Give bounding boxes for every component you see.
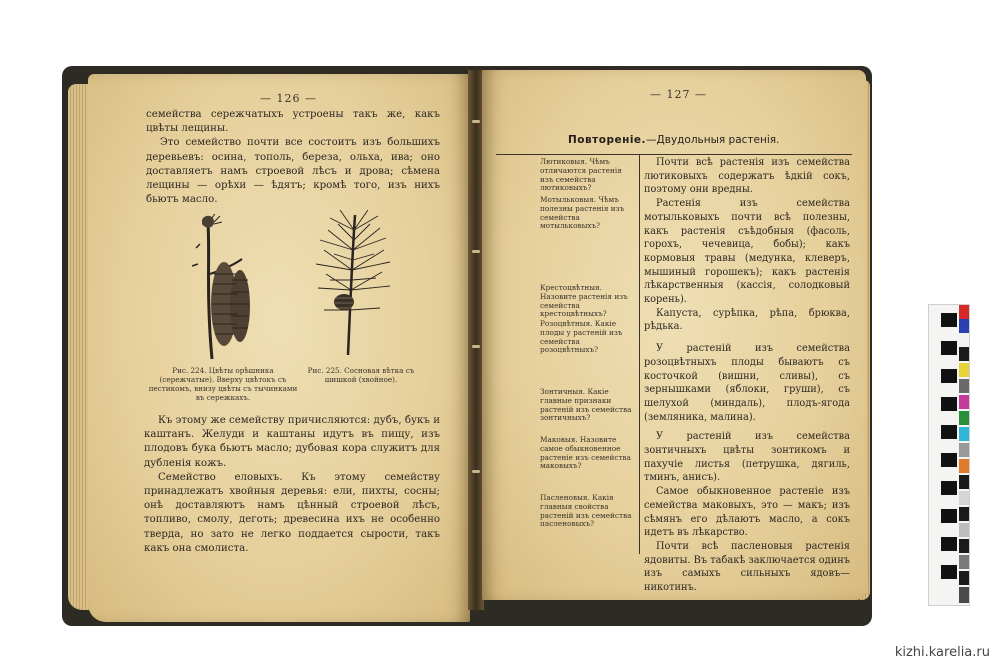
ruler-block [941,341,957,355]
watermark: kizhi.karelia.ru [894,645,990,660]
question-item: Пасленовыя. Какія главныя свойства растеній изъ семейства пасленовыхъ? [540,493,632,529]
ruler-block [941,481,957,495]
paragraph: Къ этому же семейству причисляются: дубъ, букъ и каштанъ. Желуди и каштаны идутъ въ пищу, изъ плодовъ бука бьютъ масло; дубовая кора служитъ для дубленія кожъ. [144,415,440,469]
heading-bold: Повтореніе. [568,134,647,146]
color-chip [959,491,969,505]
ruler-block [941,453,957,467]
color-chip [959,319,969,333]
color-chip [959,523,969,537]
left-page [88,74,470,622]
color-chip [959,305,969,319]
binding-stitch [472,470,480,473]
question-item: Мотыльковыя. Чѣмъ полезны растенія изъ семейства мотыльковыхъ? [540,195,625,231]
binding-stitch [472,250,480,253]
ruler-block [941,425,957,439]
heading-rule [496,154,852,155]
question-item: Зонтичныя. Какіе главные признаки растеній изъ семейства зонтичныхъ? [540,387,632,423]
color-chip [959,347,969,361]
paragraph: семейства сережчатыхъ устроены такъ же, какъ цвѣты лещины. [146,109,440,135]
answer-item: Растенія изъ семейства мотыльковыхъ почти всѣ полезны, какъ растенія съѣдобныя (фасоль, горохъ, чечевица, бобы); какъ кормовыя травы (медунка, клеверъ, мышиный горошекъ); какъ растенія лѣкарственныя (кассія, солодковый корень). [644,198,850,306]
right-page [482,70,866,600]
question-item: Лютиковыя. Чѣмъ отличаются растенія изъ семейства лютиковыхъ? [540,157,622,193]
paragraph: Это семейство почти все состоитъ изъ большихъ деревьевъ: осина, тополь, береза, ольха, ива; оно доставляетъ намъ строевой лѣсъ и дрова; сѣмена лещины — орѣхи — ѣдятъ; кромѣ того, изъ нихъ бьютъ масло. [146,137,440,206]
answer-item: Самое обыкновенное растеніе изъ семейства маковыхъ, это — макъ; изъ сѣмянъ его дѣлаютъ масло, а сокъ идетъ въ лѣкарство. [644,486,850,539]
color-chip [959,427,969,441]
color-chip [959,507,969,521]
question-item: Крестоцвѣтныя. Назовите растенія изъ семейства крестоцвѣтныхъ? [540,283,628,319]
pine-branch-illustration [310,210,400,360]
color-chip [959,333,969,347]
ruler-block [941,565,957,579]
page-number-left: — 126 — [260,92,317,105]
answer-item: У растеній изъ семейства зонтичныхъ цвѣты зонтикомъ и пахучіе листья (петрушка, дягиль, тминъ, анисъ). [644,431,850,484]
color-chip [959,555,969,569]
ruler-block [941,537,957,551]
color-scale-ruler [928,304,970,606]
paragraph: Семейство еловыхъ. Къ этому семейству принадлежатъ хвойныя деревья: ели, пихты, сосны; онѣ доставляютъ намъ цѣнный строевой лѣсъ, топливо, смолу, деготь; древесина ихъ не особенно тверда, но зато не легко поддается сырости, такъ какъ она смолиста. [144,471,440,554]
color-chip [959,411,969,425]
ruler-block [941,313,957,327]
color-chip [959,379,969,393]
color-chip [959,539,969,553]
answer-item: Почти всѣ пасленовыя растенія ядовиты. Въ табакѣ заключается одинъ изъ самыхъ сильныхъ ядовъ—никотинъ. [644,540,850,594]
color-chip [959,459,969,473]
figure-caption-224: Рис. 224. Цвѣты орѣшника (сережчатые). Вверху цвѣтокъ съ пестикомъ, внизу цвѣты съ тычинками въ сережкахъ. [148,366,298,402]
color-chip [959,475,969,489]
figure-caption-225: Рис. 225. Сосновая вѣтка съ шишкой (хвойное). [307,366,415,384]
question-item: Розоцвѣтныя. Какіе плоды у растеній изъ семейства розоцвѣтныхъ? [540,319,623,355]
heading-rest: —Двудольныя растенія. [646,134,780,146]
answer-text [644,156,850,595]
color-chip [959,395,969,409]
ruler-block [941,509,957,523]
color-chip [959,443,969,457]
hazel-catkins-illustration [180,214,290,364]
ruler-block [941,397,957,411]
left-bottom-text [144,414,440,556]
answer-item: У растеній изъ семейства розоцвѣтныхъ плоды бываютъ съ косточкой (вишни, сливы), съ зернышками (яблоки, груши), съ шелухой (миндаль), плодъ-ягода (земляника, малина). [644,343,850,423]
color-chip [959,571,969,585]
binding-stitch [472,120,480,123]
page-number-right: — 127 — [650,88,707,101]
color-chip [959,363,969,377]
section-heading [568,134,779,146]
ruler-block [941,369,957,383]
left-top-text [146,108,440,207]
color-chip [959,587,969,603]
binding-stitch [472,345,480,348]
question-item: Маковыя. Назовите самое обыкновенное растеніе изъ семейства маковыхъ? [540,435,631,471]
column-divider [639,154,640,554]
answer-item: Почти всѣ растенія изъ семейства лютиковыхъ содержатъ ѣдкій сокъ, поэтому они вредны. [644,157,850,196]
answer-item: Капуста, сурѣпка, рѣпа, брюква, рѣдька. [644,307,850,333]
